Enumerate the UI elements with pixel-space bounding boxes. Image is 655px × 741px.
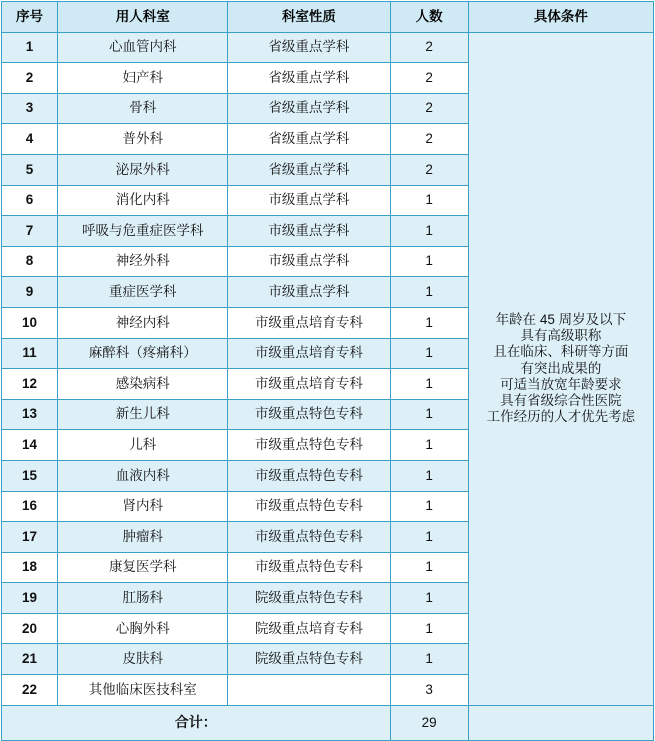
row-index: 10 bbox=[2, 307, 58, 338]
row-department: 其他临床医技科室 bbox=[58, 675, 228, 706]
table-body bbox=[2, 32, 654, 740]
recruitment-table bbox=[1, 1, 654, 741]
row-department: 儿科 bbox=[58, 430, 228, 461]
row-headcount: 1 bbox=[390, 522, 468, 553]
row-index: 18 bbox=[2, 552, 58, 583]
row-department-type: 市级重点学科 bbox=[228, 216, 390, 247]
row-department: 骨科 bbox=[58, 93, 228, 124]
row-department-type: 院级重点特色专科 bbox=[228, 583, 390, 614]
row-department-type: 市级重点学科 bbox=[228, 185, 390, 216]
row-headcount: 2 bbox=[390, 63, 468, 94]
total-headcount: 29 bbox=[390, 705, 468, 740]
row-index: 6 bbox=[2, 185, 58, 216]
row-headcount: 1 bbox=[390, 277, 468, 308]
condition-line: 可适当放宽年龄要求 bbox=[500, 376, 622, 392]
condition-line: 年龄在 45 周岁及以下 bbox=[495, 311, 627, 327]
row-department: 泌尿外科 bbox=[58, 154, 228, 185]
condition-line: 具有高级职称 bbox=[520, 328, 602, 344]
row-index: 9 bbox=[2, 277, 58, 308]
conditions-cell bbox=[468, 32, 653, 705]
row-index: 21 bbox=[2, 644, 58, 675]
row-department-type: 市级重点培育专科 bbox=[228, 338, 390, 369]
table-header bbox=[2, 2, 654, 33]
row-department: 呼吸与危重症医学科 bbox=[58, 216, 228, 247]
row-headcount: 2 bbox=[390, 154, 468, 185]
row-department-type: 市级重点特色专科 bbox=[228, 552, 390, 583]
table-total-row bbox=[2, 705, 654, 740]
total-blank-cell bbox=[468, 705, 653, 740]
row-headcount: 1 bbox=[390, 338, 468, 369]
row-department-type: 市级重点特色专科 bbox=[228, 430, 390, 461]
row-department-type: 省级重点学科 bbox=[228, 32, 390, 63]
row-headcount: 1 bbox=[390, 185, 468, 216]
row-department-type: 省级重点学科 bbox=[228, 63, 390, 94]
row-department: 血液内科 bbox=[58, 460, 228, 491]
row-headcount: 1 bbox=[390, 583, 468, 614]
row-department-type: 市级重点学科 bbox=[228, 277, 390, 308]
row-headcount: 1 bbox=[390, 460, 468, 491]
row-headcount: 1 bbox=[390, 369, 468, 400]
condition-line: 有突出成果的 bbox=[520, 360, 602, 376]
row-headcount: 1 bbox=[390, 216, 468, 247]
row-department-type: 市级重点特色专科 bbox=[228, 460, 390, 491]
row-index: 1 bbox=[2, 32, 58, 63]
row-index: 4 bbox=[2, 124, 58, 155]
table-row bbox=[2, 32, 654, 63]
row-department-type: 市级重点特色专科 bbox=[228, 399, 390, 430]
row-department: 心胸外科 bbox=[58, 613, 228, 644]
condition-line: 具有省级综合性医院 bbox=[500, 392, 622, 408]
row-headcount: 1 bbox=[390, 552, 468, 583]
row-department: 重症医学科 bbox=[58, 277, 228, 308]
row-headcount: 2 bbox=[390, 32, 468, 63]
row-index: 11 bbox=[2, 338, 58, 369]
row-headcount: 2 bbox=[390, 124, 468, 155]
row-department-type bbox=[228, 675, 390, 706]
row-department-type: 院级重点特色专科 bbox=[228, 644, 390, 675]
table-header-row bbox=[2, 2, 654, 33]
row-department: 康复医学科 bbox=[58, 552, 228, 583]
row-index: 8 bbox=[2, 246, 58, 277]
row-index: 13 bbox=[2, 399, 58, 430]
row-index: 7 bbox=[2, 216, 58, 247]
row-department-type: 市级重点特色专科 bbox=[228, 522, 390, 553]
row-index: 14 bbox=[2, 430, 58, 461]
row-department: 肛肠科 bbox=[58, 583, 228, 614]
row-department-type: 市级重点学科 bbox=[228, 246, 390, 277]
row-index: 19 bbox=[2, 583, 58, 614]
condition-line: 且在临床、科研等方面 bbox=[493, 344, 629, 360]
row-index: 22 bbox=[2, 675, 58, 706]
row-headcount: 1 bbox=[390, 307, 468, 338]
row-index: 16 bbox=[2, 491, 58, 522]
row-headcount: 1 bbox=[390, 246, 468, 277]
row-index: 15 bbox=[2, 460, 58, 491]
row-department: 新生儿科 bbox=[58, 399, 228, 430]
recruitment-table-sheet bbox=[0, 1, 655, 733]
row-department: 神经内科 bbox=[58, 307, 228, 338]
row-department-type: 院级重点培育专科 bbox=[228, 613, 390, 644]
row-department-type: 市级重点培育专科 bbox=[228, 369, 390, 400]
row-department: 皮肤科 bbox=[58, 644, 228, 675]
row-department-type: 市级重点特色专科 bbox=[228, 491, 390, 522]
row-headcount: 1 bbox=[390, 399, 468, 430]
header-conditions: 具体条件 bbox=[468, 2, 653, 33]
header-index: 序号 bbox=[2, 2, 58, 33]
condition-line: 工作经历的人才优先考虑 bbox=[486, 409, 636, 425]
header-department: 用人科室 bbox=[58, 2, 228, 33]
row-headcount: 1 bbox=[390, 644, 468, 675]
row-department: 麻醉科（疼痛科） bbox=[58, 338, 228, 369]
row-department: 感染病科 bbox=[58, 369, 228, 400]
row-headcount: 2 bbox=[390, 93, 468, 124]
row-department-type: 省级重点学科 bbox=[228, 93, 390, 124]
row-department-type: 市级重点培育专科 bbox=[228, 307, 390, 338]
total-label: 合计： bbox=[2, 705, 391, 740]
row-department-type: 省级重点学科 bbox=[228, 154, 390, 185]
row-index: 2 bbox=[2, 63, 58, 94]
row-department: 肾内科 bbox=[58, 491, 228, 522]
row-department: 肿瘤科 bbox=[58, 522, 228, 553]
row-department-type: 省级重点学科 bbox=[228, 124, 390, 155]
header-department-type: 科室性质 bbox=[228, 2, 390, 33]
row-department: 妇产科 bbox=[58, 63, 228, 94]
row-index: 5 bbox=[2, 154, 58, 185]
row-department: 神经外科 bbox=[58, 246, 228, 277]
row-index: 12 bbox=[2, 369, 58, 400]
row-index: 20 bbox=[2, 613, 58, 644]
row-headcount: 1 bbox=[390, 613, 468, 644]
row-index: 3 bbox=[2, 93, 58, 124]
row-headcount: 1 bbox=[390, 430, 468, 461]
row-headcount: 3 bbox=[390, 675, 468, 706]
header-headcount: 人数 bbox=[390, 2, 468, 33]
row-index: 17 bbox=[2, 522, 58, 553]
row-department: 普外科 bbox=[58, 124, 228, 155]
row-department: 消化内科 bbox=[58, 185, 228, 216]
row-department: 心血管内科 bbox=[58, 32, 228, 63]
row-headcount: 1 bbox=[390, 491, 468, 522]
